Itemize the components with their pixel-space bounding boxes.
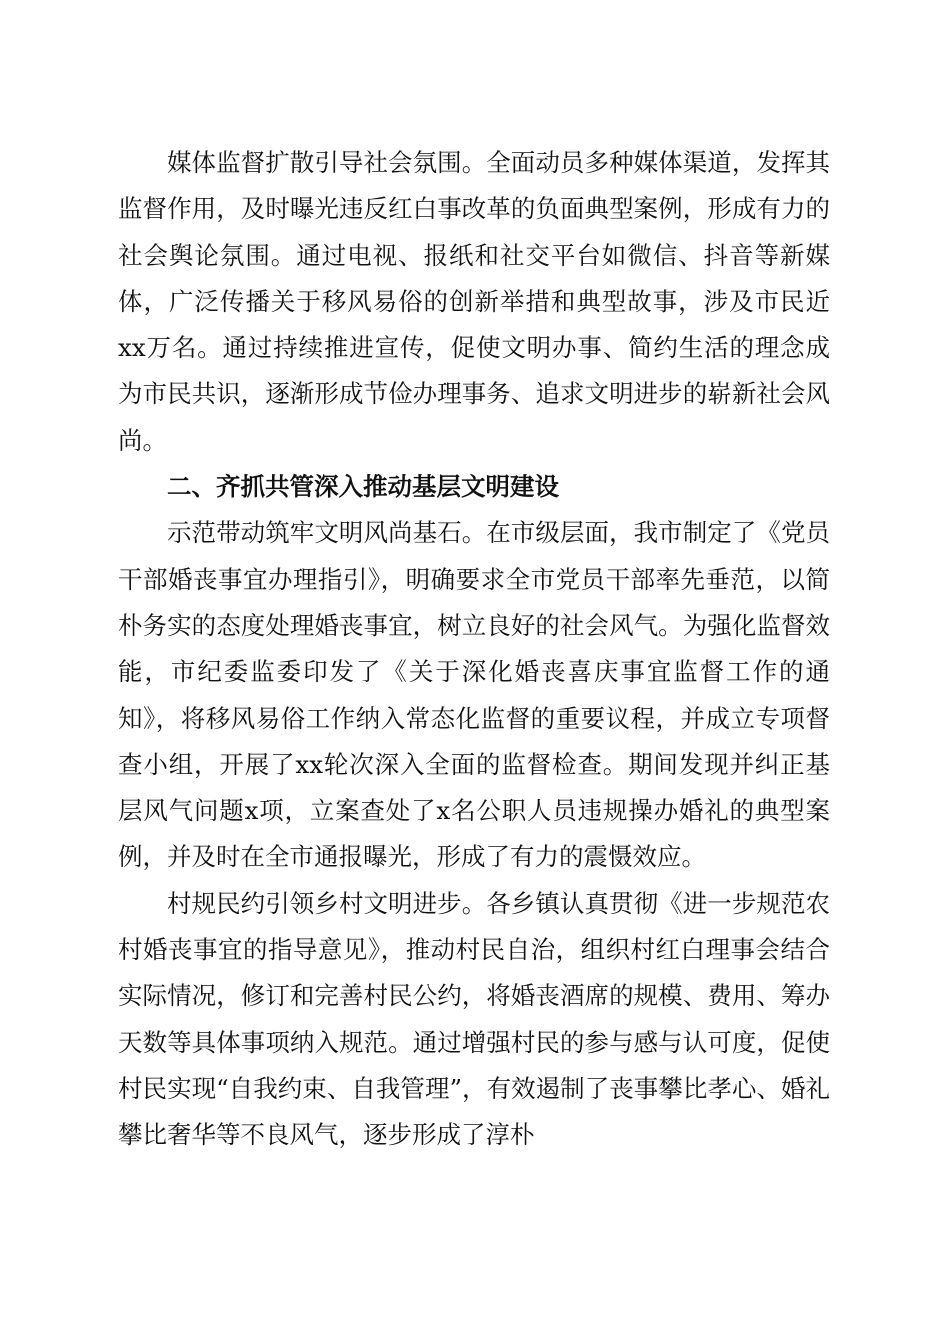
document-body — [118, 140, 830, 1159]
paragraph-exemplary-leadership: 示范带动筑牢文明风尚基石。在市级层面，我市制定了《党员干部婚丧事宜办理指引》，明确要求全市党员干部率先垂范，以简朴务实的态度处理婚丧事宜，树立良好的社会风气。为强化监督效能，市纪委监委印发了《关于深化婚丧喜庆事宜监督工作的通知》，将移风易俗工作纳入常态化监督的重要议程，并成立专项督查小组，开展了xx轮次深入全面的监督检查。期间发现并纠正基层风气问题x项，立案查处了x名公职人员违规操办婚礼的典型案例，并及时在全市通报曝光，形成了有力的震慑效应。 — [118, 518, 830, 872]
paragraph-media-supervision: 媒体监督扩散引导社会氛围。全面动员多种媒体渠道，发挥其监督作用，及时曝光违反红白事改革的负面典型案例，形成有力的社会舆论氛围。通过电视、报纸和社交平台如微信、抖音等新媒体，广泛传播关于移风易俗的创新举措和典型故事，涉及市民近xx万名。通过持续推进宣传，促使文明办事、简约生活的理念成为市民共识，逐渐形成节俭办理事务、追求文明进步的崭新社会风尚。 — [118, 148, 830, 455]
section-heading-two: 二、齐抓共管深入推动基层文明建设 — [167, 472, 559, 502]
paragraph-village-rules: 村规民约引领乡村文明进步。各乡镇认真贯彻《进一步规范农村婚丧事宜的指导意见》，推动村民自治，组织村红白理事会结合实际情况，修订和完善村民公约，将婚丧酒席的规模、费用、筹办天数等具体事项纳入规范。通过增强村民的参与感与认可度，促使村民实现“自我约束、自我管理”，有效遏制了丧事攀比孝心、婚礼攀比奢华等不良风气，逐步形成了淳朴 — [118, 888, 830, 1150]
